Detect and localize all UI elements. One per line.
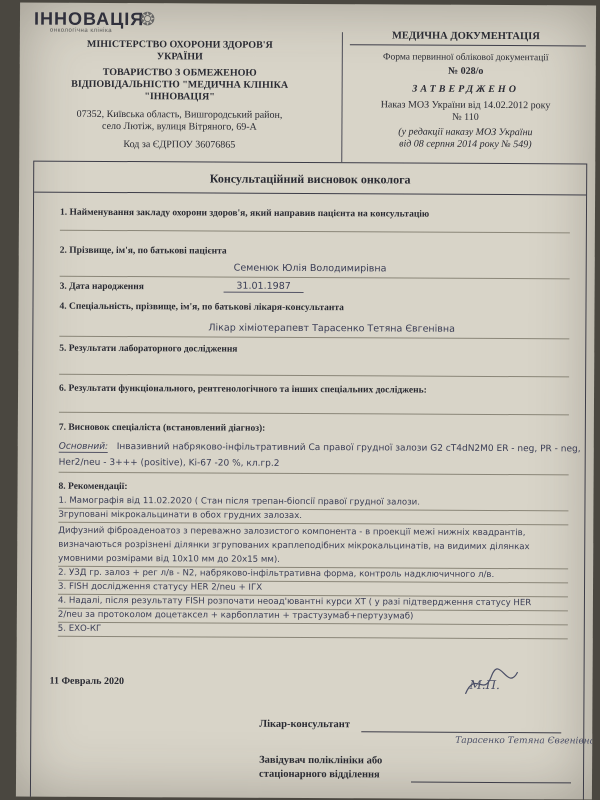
section-7-label: 7. Висновок спеціаліста (встановлений діагноз): — [58, 422, 266, 434]
patient-name: Семенюк Юлія Володимирівна — [233, 262, 387, 275]
redaction-line-2: від 08 серпня 2014 року № 549) — [399, 138, 532, 151]
med-doc-underline — [350, 44, 586, 46]
consultant-signature: Тарасенко Тетяна Євгенівна — [455, 735, 596, 747]
order-line-1: Наказ МОЗ України від 14.02.2012 року — [380, 99, 551, 112]
recommendation-line: 5. ЕХО-КГ — [57, 623, 102, 634]
consultant-label: Лікар-консультант — [259, 718, 351, 731]
approved-heading: ЗАТВЕРДЖЕНО — [412, 83, 519, 96]
consultant-sign-line — [361, 731, 561, 733]
conclusion-form — [30, 161, 596, 800]
section-6-label: 6. Результати функціонального, рентгенологічного та інших спеціальних досліджень: — [59, 383, 427, 396]
recommendation-line: 1. Мамографія від 11.02.2020 ( Стан після трепан-біопсії правої грудної залози. — [58, 495, 421, 508]
address-line-2: село Лютіж, вулиця Вітряного, 69-А — [102, 120, 257, 133]
head-sign-line — [411, 782, 571, 784]
recommendation-line: умовними розмірами від 10х10 мм до 20х15 мм). — [58, 553, 280, 565]
order-line-2: № 110 — [452, 111, 479, 123]
form-number: № 028/о — [448, 65, 484, 77]
recommendation-line: Згруповані мікрокальцинати в обох грудних залозах. — [58, 509, 303, 521]
form-title: Консультаційний висновок онколога — [209, 171, 411, 187]
header-divider — [341, 32, 343, 162]
title-divider — [34, 192, 586, 196]
recommendation-line: 2. УЗД гр. залоз + рег л/в - N2, набряково-інфільтративна форма, контроль надключичного л/в. — [58, 567, 495, 580]
edrpou-code: Код за ЄДРПОУ 36076865 — [123, 139, 236, 151]
section-2-line — [60, 276, 570, 280]
redaction-line-1: (у редакції наказу МОЗ України — [398, 126, 533, 139]
birth-date: 31.01.1987 — [224, 281, 304, 293]
recommendation-line: 4. Надалі, після результату FISH розпочати неоад'ювантні курси ХТ ( у разі підтвердження статусу HER — [57, 595, 532, 609]
section-1-line — [60, 230, 570, 234]
section-4-line — [59, 336, 569, 340]
stamp-place: М.П. — [469, 677, 500, 693]
section-7-line — [59, 472, 569, 476]
rec-guide — [58, 522, 568, 526]
ministry-line-1: МІНІСТЕРСТВО ОХОРОНИ ЗДОРОВ'Я — [86, 38, 273, 51]
document-date: 11 Февраль 2020 — [49, 675, 124, 688]
rec-guide — [58, 636, 568, 640]
recommendation-line: визначаються розрізнені ділянки згрупованих краплеподібних мікрокальцинатів, на видимих ділянках — [58, 539, 530, 553]
recommendation-line: 2/neu за протоколом доцетаксел + карбоплатин + трастузумаб+пертузумаб) — [57, 609, 414, 622]
section-4-label: 4. Спеціальність, прізвище, ім'я, по батькові лікаря-консультанта — [59, 301, 344, 314]
address-line-1: 07352, Київська область, Вишгородський район, — [76, 108, 283, 121]
section-3-label: 3. Дата народження — [59, 281, 144, 293]
head-label-line-2: стаціонарного відділення — [259, 768, 380, 781]
section-5-line — [59, 374, 569, 378]
ministry-line-2: УКРАЇНИ — [156, 51, 203, 63]
clinic-logo-subtitle: онкологічна клініка — [49, 27, 113, 34]
org-line-3: "ІННОВАЦІЯ" — [144, 91, 215, 103]
form-line: Форма первинної облікової документації — [382, 52, 549, 64]
document-sheet — [16, 2, 596, 799]
med-doc-heading: МЕДИЧНА ДОКУМЕНТАЦІЯ — [391, 30, 540, 43]
section-8-label: 8. Рекомендації: — [58, 481, 128, 493]
diagnosis-label: Основний: — [58, 441, 109, 452]
section-2-label: 2. Прізвище, ім'я, по батькові пацієнта — [59, 245, 227, 257]
section-6-line — [59, 412, 569, 416]
section-1-label: 1. Найменування закладу охорони здоров'я, який направив пацієнта на консультацію — [59, 207, 430, 220]
diagnosis-line-2: Her2/neu - 3+++ (positive), Ki-67 -20 %, кл.гр.2 — [58, 457, 280, 469]
rec-guide — [58, 622, 568, 626]
org-line-1: ТОВАРИСТВО З ОБМЕЖЕНОЮ — [102, 66, 257, 79]
head-label-line-1: Завідувач поліклініки або — [259, 754, 383, 767]
recommendation-line: Дифузний фіброаденоатоз з переважно залозистого компонента - в проекції межі нижніх квадрантів, — [58, 525, 526, 539]
consultant-doctor: Лікар хіміотерапевт Тарасенко Тетяна Євгенівна — [208, 322, 455, 335]
logo-mark-icon: ❂ — [139, 9, 156, 31]
clinic-logo: ІННОВАЦІЯ — [33, 8, 145, 30]
section-5-label: 5. Результати лабораторного дослідження — [59, 343, 238, 355]
signature-scribble — [461, 664, 521, 704]
org-line-2: ВІДПОВІДАЛЬНІСТЮ "МЕДИЧНА КЛІНІКА — [71, 78, 289, 91]
recommendation-line: 3. FISH дослідження статусу HER 2/neu + ІГХ — [57, 581, 263, 593]
diagnosis-line-1: Інвазивний набряково-інфільтративний Са правої грудної залози G2 cT4dN2M0 ER - neg, PR - neg, — [116, 442, 581, 455]
